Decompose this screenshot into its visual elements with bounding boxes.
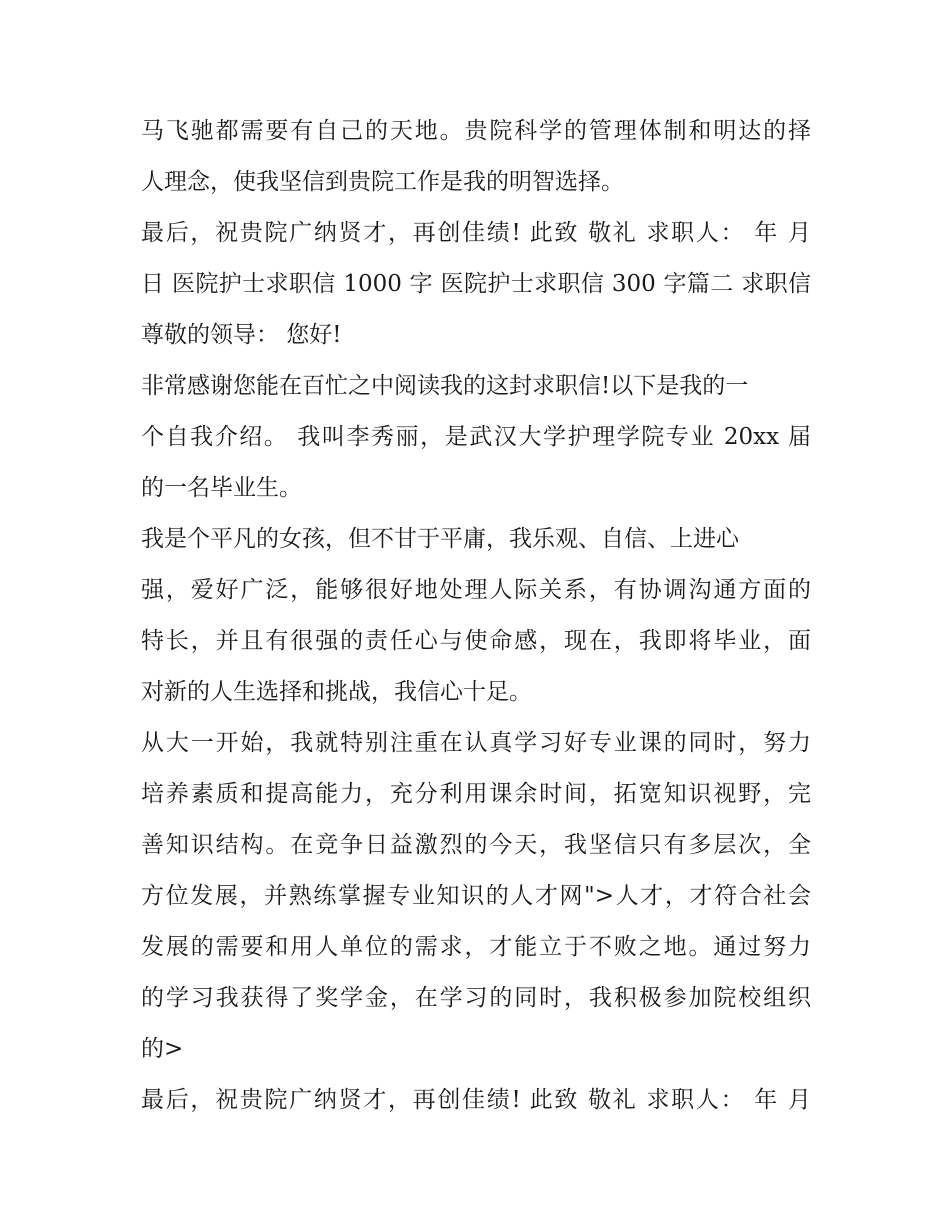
text-line: 尊敬的领导： 您好! <box>141 322 342 348</box>
text-line: 的> <box>141 1036 184 1062</box>
text-line: 我是个平凡的女孩，但不甘于平庸，我乐观、自信、上进心 <box>141 526 739 552</box>
text-line: 特长，并且有很强的责任心与使命感，现在，我即将毕业，面 <box>141 628 811 654</box>
text-line: 日 医院护士求职信 1000 字 医院护士求职信 300 字篇二 求职信 <box>141 271 811 297</box>
text-line: 发展的需要和用人单位的需求，才能立于不败之地。通过努力 <box>141 934 811 960</box>
text-line: 非常感谢您能在百忙之中阅读我的这封求职信!以下是我的一 <box>141 373 749 399</box>
text-line: 从大一开始，我就特别注重在认真学习好专业课的同时，努力 <box>141 730 811 756</box>
text-line: 方位发展，并熟练掌握专业知识的人才网">人才，才符合社会 <box>141 883 811 909</box>
text-line: 的一名毕业生。 <box>141 475 302 501</box>
text-line: 善知识结构。在竞争日益激烈的今天，我坚信只有多层次，全 <box>141 832 811 858</box>
text-line: 培养素质和提高能力，充分利用课余时间，拓宽知识视野，完 <box>141 781 811 807</box>
document-body <box>141 106 811 1126</box>
text-line: 对新的人生选择和挑战，我信心十足。 <box>141 679 532 705</box>
text-line: 强，爱好广泛，能够很好地处理人际关系，有协调沟通方面的 <box>141 577 811 603</box>
text-line: 最后，祝贵院广纳贤才，再创佳绩! 此致 敬礼 求职人： 年 月 <box>141 1087 811 1113</box>
text-line: 最后，祝贵院广纳贤才，再创佳绩! 此致 敬礼 求职人： 年 月 <box>141 220 811 246</box>
text-line: 马飞驰都需要有自己的天地。贵院科学的管理体制和明达的择 <box>141 118 811 144</box>
text-line: 人理念，使我坚信到贵院工作是我的明智选择。 <box>141 169 624 195</box>
text-line: 个自我介绍。 我叫李秀丽，是武汉大学护理学院专业 20xx 届 <box>141 424 811 450</box>
text-line: 的学习我获得了奖学金，在学习的同时，我积极参加院校组织 <box>141 985 811 1011</box>
